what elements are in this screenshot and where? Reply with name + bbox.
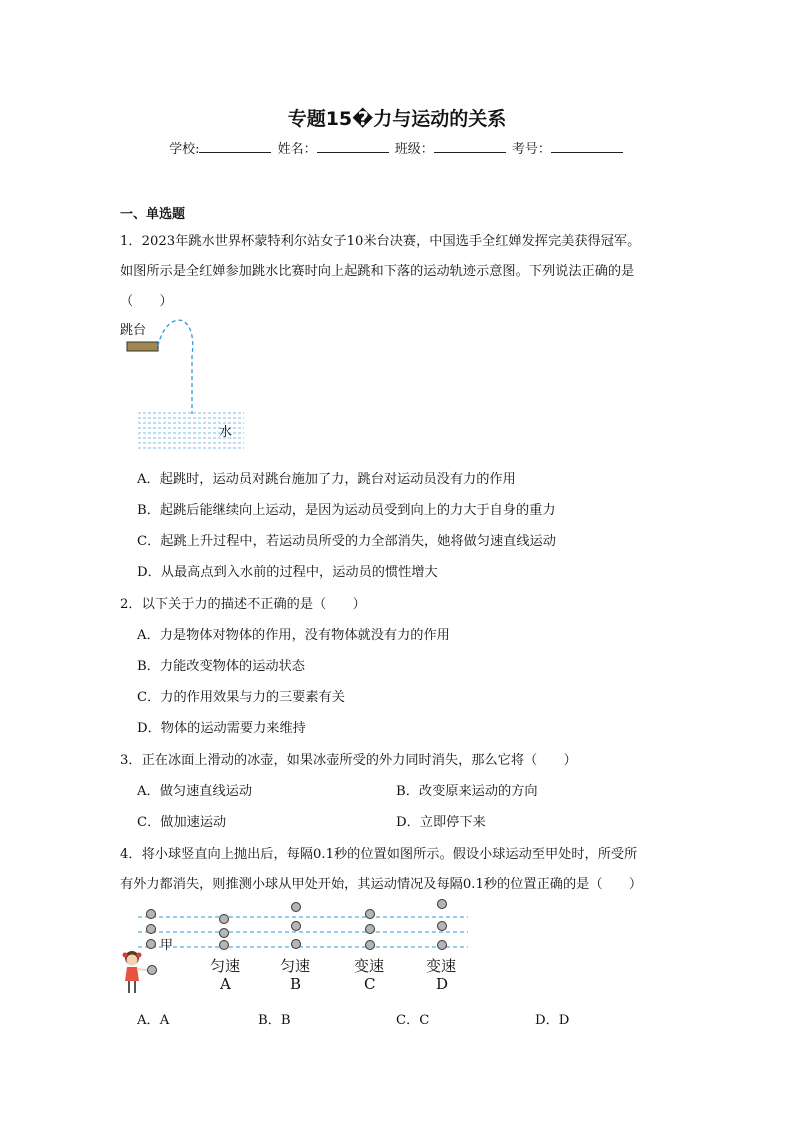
caption-a-letter: A bbox=[220, 975, 231, 993]
caption-b-letter: B bbox=[290, 975, 302, 993]
girl-thrower-icon bbox=[123, 951, 148, 993]
q1-option-b[interactable]: B．起跳后能继续向上运动，是因为运动员受到向上的力大于自身的重力 bbox=[137, 503, 556, 518]
ball-icon bbox=[366, 925, 375, 934]
ball-icon bbox=[220, 915, 229, 924]
q2-option-c[interactable]: C．力的作用效果与力的三要素有关 bbox=[137, 690, 345, 705]
q2-option-d[interactable]: D．物体的运动需要力来维持 bbox=[137, 721, 306, 736]
q1-diving-figure bbox=[118, 316, 253, 458]
ball-icon bbox=[366, 910, 375, 919]
platform-label: 跳台 bbox=[120, 323, 147, 338]
ball-icon bbox=[438, 922, 447, 931]
caption-d-letter: D bbox=[436, 975, 449, 993]
caption-d-motion: 变速 bbox=[426, 957, 457, 975]
ball-icon bbox=[292, 903, 301, 912]
q1-option-c[interactable]: C．起跳上升过程中，若运动员所受的力全部消失，她将做匀速直线运动 bbox=[137, 534, 556, 549]
class-label: 班级： bbox=[394, 142, 434, 157]
q1-option-d[interactable]: D．从最高点到入水前的过程中，运动员的惯性增大 bbox=[137, 565, 438, 580]
page-title: 专题15�力与运动的关系 bbox=[287, 108, 507, 130]
q3-option-a[interactable]: A．做匀速直线运动 bbox=[137, 784, 253, 799]
school-blank[interactable] bbox=[199, 140, 271, 153]
q3-option-c[interactable]: C．做加速运动 bbox=[137, 815, 227, 830]
q1-stem-line2: 如图所示是全红婵参加跳水比赛时向上起跳和下落的运动轨迹示意图。下列说法正确的是 bbox=[120, 264, 635, 279]
caption-a-motion: 匀速 bbox=[210, 957, 241, 975]
q2-stem: 2．以下关于力的描述不正确的是（ ） bbox=[120, 597, 366, 612]
student-info-line bbox=[0, 138, 794, 157]
water-label: 水 bbox=[219, 425, 233, 440]
ball-icon bbox=[366, 941, 375, 950]
name-label: 姓名： bbox=[277, 142, 317, 157]
q3-stem: 3．正在冰面上滑动的冰壶，如果冰壶所受的外力同时消失，那么它将（ ） bbox=[120, 753, 577, 768]
class-blank[interactable] bbox=[434, 140, 506, 153]
ball-icon bbox=[220, 929, 229, 938]
q1-stem-line3: （ ） bbox=[120, 294, 173, 309]
reference-lines bbox=[138, 917, 468, 947]
q3-option-b[interactable]: B．改变原来运动的方向 bbox=[396, 784, 538, 799]
q4-stem-line1: 4．将小球竖直向上抛出后，每隔0.1秒的位置如图所示。假设小球运动至甲处时，所受所 bbox=[120, 847, 638, 862]
q1-stem-line1: 1．2023年跳水世界杯蒙特利尔站女子10米台决赛，中国选手全红婵发挥完美获得冠军。 bbox=[120, 234, 641, 249]
jia-label: 甲 bbox=[160, 938, 174, 953]
ball-icon bbox=[147, 940, 156, 949]
caption-b-motion: 匀速 bbox=[280, 957, 311, 975]
exam-no-label: 考号： bbox=[511, 142, 551, 157]
caption-c-letter: C bbox=[364, 975, 376, 993]
q4-option-b[interactable]: B．B bbox=[258, 1013, 291, 1028]
ball-icon bbox=[147, 910, 156, 919]
q2-option-a[interactable]: A．力是物体对物体的作用，没有物体就没有力的作用 bbox=[137, 628, 450, 643]
q2-option-b[interactable]: B．力能改变物体的运动状态 bbox=[137, 659, 305, 674]
exam-no-blank[interactable] bbox=[551, 140, 623, 153]
q1-option-a[interactable]: A．起跳时，运动员对跳台施加了力，跳台对运动员没有力的作用 bbox=[137, 472, 516, 487]
ball-icon bbox=[220, 941, 229, 950]
ball-icon bbox=[292, 940, 301, 949]
q4-option-c[interactable]: C．C bbox=[396, 1013, 430, 1028]
ball-icon bbox=[292, 922, 301, 931]
ball-icon bbox=[147, 925, 156, 934]
ball-icon bbox=[438, 941, 447, 950]
ball-icon bbox=[438, 900, 447, 909]
section-heading: 一、单选题 bbox=[120, 207, 186, 222]
q4-stem-line2: 有外力都消失，则推测小球从甲处开始，其运动情况及每隔0.1秒的位置正确的是（ ） bbox=[120, 877, 643, 892]
caption-c-motion: 变速 bbox=[354, 957, 385, 975]
q4-option-d[interactable]: D．D bbox=[535, 1013, 570, 1028]
trajectory-path bbox=[158, 320, 193, 414]
q3-option-d[interactable]: D．立即停下来 bbox=[396, 815, 486, 830]
ball-icon bbox=[148, 966, 157, 975]
name-blank[interactable] bbox=[317, 140, 389, 153]
school-label: 学校: bbox=[169, 142, 200, 157]
q4-option-a[interactable]: A．A bbox=[137, 1013, 170, 1028]
platform-block bbox=[127, 342, 158, 351]
